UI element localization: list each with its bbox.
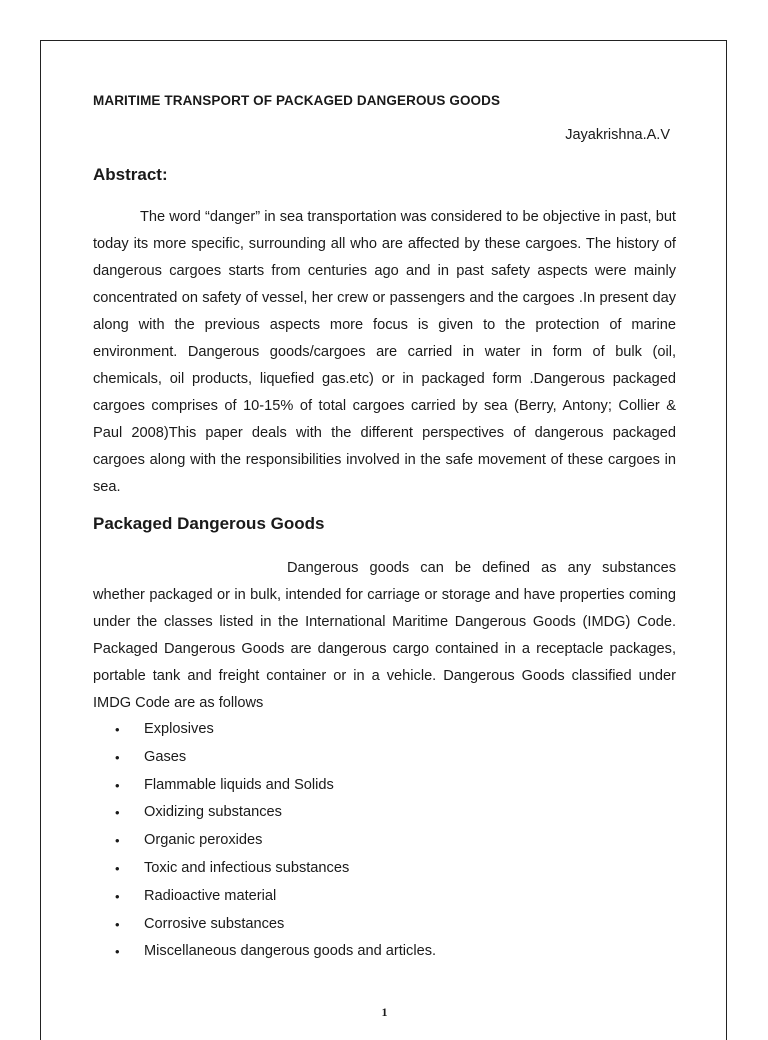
bullet-icon: • — [115, 833, 120, 849]
bullet-icon: • — [115, 749, 120, 765]
document-page — [40, 40, 727, 1040]
list-item — [93, 911, 676, 939]
bullet-icon: • — [115, 888, 120, 904]
imdg-class-list — [93, 716, 676, 966]
bullet-icon: • — [115, 722, 120, 737]
list-item-label: Radioactive material — [144, 887, 277, 904]
list-item — [93, 799, 676, 827]
list-item — [93, 938, 676, 966]
list-item-label: Explosives — [144, 721, 214, 737]
list-item-label: Toxic and infectious substances — [144, 859, 350, 876]
list-item — [93, 883, 676, 911]
list-item-label: Corrosive substances — [144, 915, 285, 932]
list-item-label: Oxidizing substances — [144, 804, 282, 821]
section-heading-packaged-goods: Packaged Dangerous Goods — [93, 514, 325, 533]
bullet-icon: • — [115, 860, 120, 876]
bullet-icon: • — [115, 777, 120, 793]
abstract-heading: Abstract: — [93, 165, 168, 184]
author-name: Jayakrishna.A.V — [565, 127, 670, 143]
list-item-label: Organic peroxides — [144, 832, 263, 849]
list-item — [93, 827, 676, 855]
packaged-goods-paragraph: Dangerous goods can be defined as any substances whether packaged or in bulk, intended for carriage or storage and have properties coming under the classes listed in the International Maritime Dangerous Goods (IMDG) Code. Packaged Dangerous Goods are dangerous cargo contained in a receptacle packages, portable tank and freight container or in a vehicle. Dangerous Goods classified under IMDG Code are as follows — [93, 560, 676, 711]
list-item-label: Miscellaneous dangerous goods and articles. — [144, 943, 437, 960]
list-item — [93, 772, 676, 800]
list-item-label: Flammable liquids and Solids — [144, 776, 334, 793]
document-title: MARITIME TRANSPORT OF PACKAGED DANGEROUS GOODS — [93, 93, 501, 108]
list-item — [93, 855, 676, 883]
bullet-icon: • — [115, 916, 120, 932]
bullet-icon: • — [115, 805, 120, 821]
list-item — [93, 744, 676, 772]
list-item — [93, 716, 676, 744]
list-item-label: Gases — [144, 748, 187, 765]
bullet-icon: • — [115, 944, 120, 960]
abstract-paragraph: The word “danger” in sea transportation was considered to be objective in past, but today its more specific, surrounding all who are affected by these cargoes. The history of dangerous cargoes starts from centuries ago and in past safety aspects were mainly concentrated on safety of vessel, her crew or passengers and the cargoes .In present day along with the previous aspects more focus is given to the protection of marine environment. Dangerous goods/cargoes are carried in water in form of bulk (oil, chemicals, oil products, liquefied gas.etc) or in packaged form .Dangerous packaged cargoes comprises of 10-15% of total cargoes carried by sea (Berry, Antony; Collier & Paul 2008)This paper deals with the different perspectives of dangerous packaged cargoes along with the responsibilities involved in the safe movement of these cargoes in sea. — [93, 209, 676, 495]
page-number: 1 — [381, 1005, 388, 1019]
